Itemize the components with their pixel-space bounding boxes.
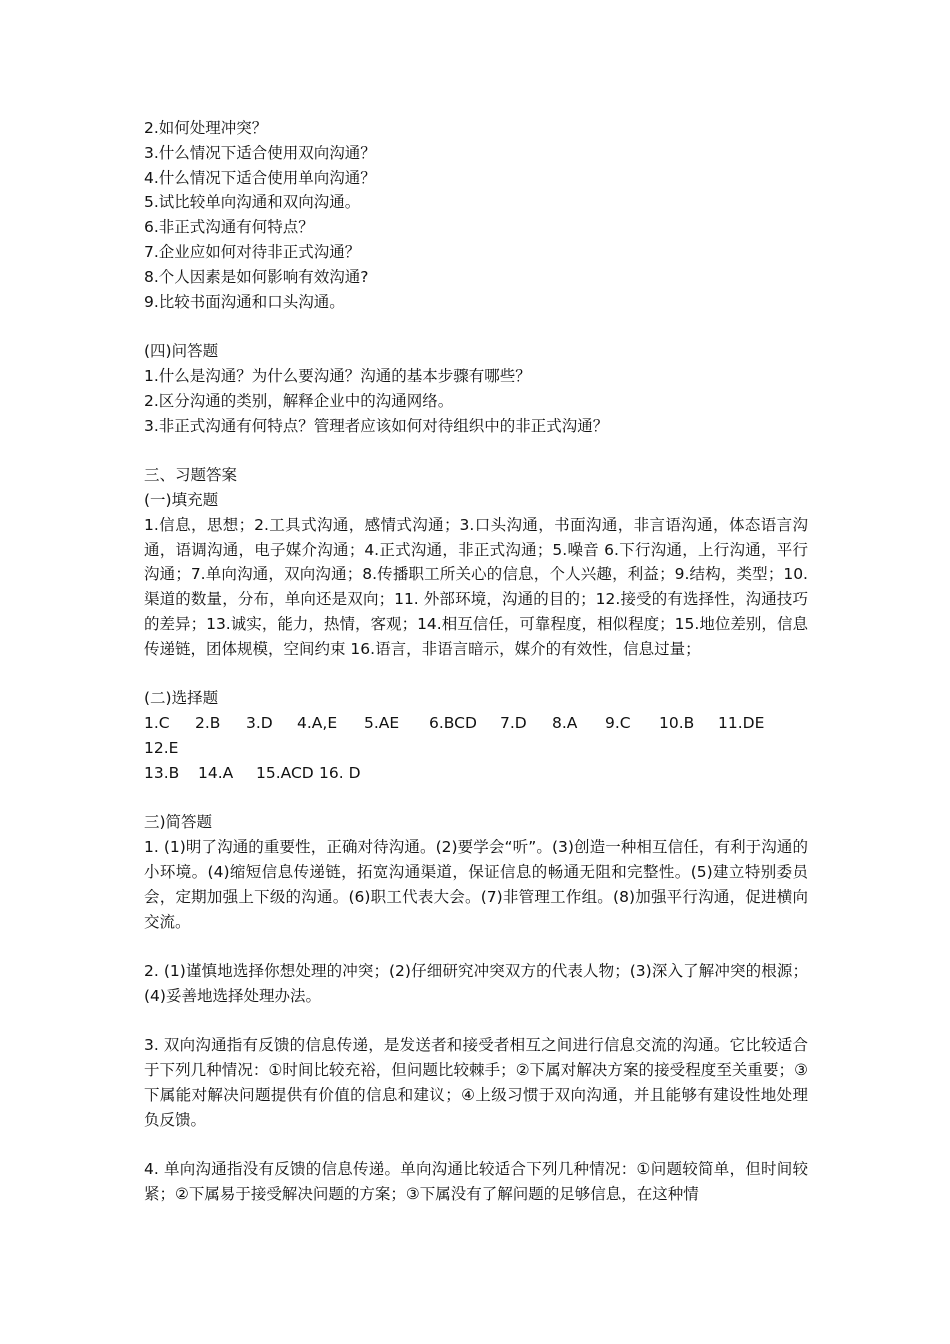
short-answer-4: 4. 单向沟通指没有反馈的信息传递。单向沟通比较适合下列几种情况：①问题较简单，但时间较紧；②下属易于接受解决问题的方案；③下属没有了解问题的足够信息，在这种情 bbox=[144, 1160, 808, 1204]
fill-answers-text: 1.信息，思想；2.工具式沟通，感情式沟通；3.口头沟通，书面沟通，非言语沟通，体态语言沟通，语调沟通，电子媒介沟通；4.正式沟通，非正式沟通；5.噪音 6.下行沟通，上行沟通，平行沟通；7.单向沟通，双向沟通；8.传播职工所关心的信息，个人兴趣，利益；9.结构，类型；10.渠道的数量，分布，单向还是双向；11. 外部环境，沟通的目的；12.接受的有选择性，沟通技巧的差异；13.诚实，能力，热情，客观；14.相互信任，可靠程度，相似程度；15.地位差别，信息传递链，团体规模，空间约束 16.语言，非语言暗示，媒介的有效性，信息过量； bbox=[144, 515, 808, 658]
question-line: 9.比较书面沟通和口头沟通。 bbox=[144, 292, 345, 311]
choice-answer: 16. D bbox=[319, 763, 361, 782]
qa-question: 3.非正式沟通有何特点？管理者应该如何对待组织中的非正式沟通？ bbox=[144, 416, 609, 435]
choice-answer: 14.A bbox=[198, 763, 234, 782]
short-answer-1: 1. (1)明了沟通的重要性，正确对待沟通。(2)要学会“听”。(3)创造一种相互信任，有利于沟通的小环境。(4)缩短信息传递链，拓宽沟通渠道，保证信息的畅通无阻和完整性。(5)建立特别委员会，定期加强上下级的沟通。(6)职工代表大会。(7)非管理工作组。(8)加强平行沟通，促进横向交流。 bbox=[144, 838, 808, 931]
answers-heading: 三、习题答案 bbox=[144, 466, 238, 485]
question-line: 5.试比较单向沟通和双向沟通。 bbox=[144, 193, 361, 212]
choice-answer: 6.BCD bbox=[429, 714, 477, 733]
choice-answer: 5.AE bbox=[364, 714, 400, 733]
choice-answer: 12.E bbox=[144, 738, 179, 757]
choice-answers-row bbox=[144, 761, 808, 786]
choice-answer: 13.B bbox=[144, 763, 180, 782]
document-body bbox=[144, 116, 808, 1207]
question-line: 3.什么情况下适合使用双向沟通？ bbox=[144, 143, 376, 162]
choice-answer: 9.C bbox=[605, 714, 631, 733]
fill-answers-heading: (一)填充题 bbox=[144, 490, 219, 509]
question-line: 7.企业应如何对待非正式沟通？ bbox=[144, 242, 361, 261]
question-line: 8.个人因素是如何影响有效沟通? bbox=[144, 267, 369, 286]
choice-answers-heading: (二)选择题 bbox=[144, 689, 219, 708]
choice-answer: 1.C bbox=[144, 714, 170, 733]
choice-answer: 4.A,E bbox=[297, 714, 338, 733]
question-line: 2.如何处理冲突？ bbox=[144, 119, 268, 137]
choice-answer: 3.D bbox=[246, 714, 273, 733]
qa-question: 1.什么是沟通？为什么要沟通？沟通的基本步骤有哪些？ bbox=[144, 366, 531, 385]
choice-answer: 2.B bbox=[195, 714, 221, 733]
choice-answer: 7.D bbox=[500, 714, 527, 733]
question-line: 4.什么情况下适合使用单向沟通？ bbox=[144, 168, 376, 187]
short-answer-2: 2. (1)谨慎地选择你想处理的冲突；(2)仔细研究冲突双方的代表人物；(3)深入了解冲突的根源；(4)妥善地选择处理办法。 bbox=[144, 962, 808, 1005]
choice-answer: 11.DE bbox=[718, 714, 765, 733]
question-line: 6.非正式沟通有何特点？ bbox=[144, 218, 314, 237]
qa-question: 2.区分沟通的类别，解释企业中的沟通网络。 bbox=[144, 391, 454, 410]
qa-section-heading: (四)问答题 bbox=[144, 342, 219, 361]
choice-answer: 8.A bbox=[552, 714, 578, 733]
short-answer-3: 3. 双向沟通指有反馈的信息传递，是发送者和接受者相互之间进行信息交流的沟通。它比较适合于下列几种情况：①时间比较充裕，但问题比较棘手；②下属对解决方案的接受程度至关重要；③下属能对解决问题提供有价值的信息和建议；④上级习惯于双向沟通，并且能够有建设性地处理负反馈。 bbox=[144, 1036, 808, 1129]
choice-answer: 10.B bbox=[659, 714, 695, 733]
choice-answer: 15.ACD bbox=[256, 763, 314, 782]
short-answers-heading: 三)简答题 bbox=[144, 813, 213, 832]
choice-answers-row bbox=[144, 711, 808, 761]
